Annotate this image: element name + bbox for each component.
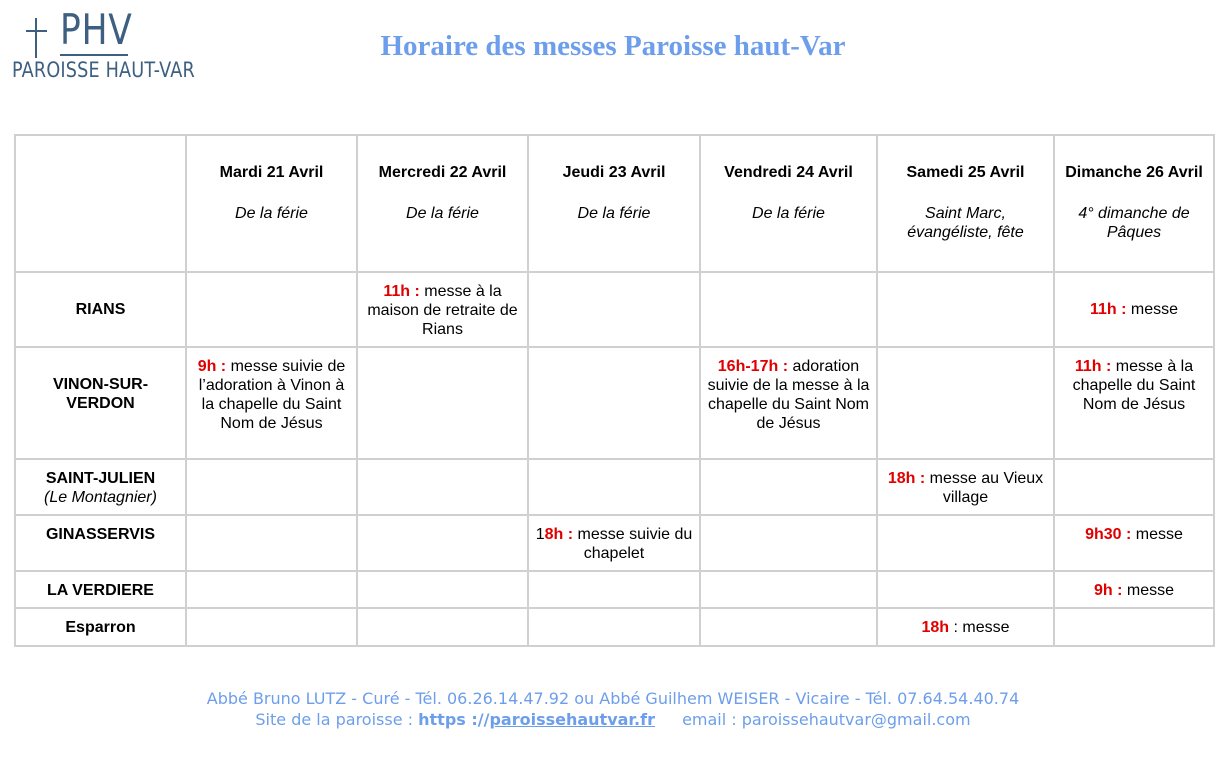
table-row [15, 608, 1214, 646]
location-detail: (Le Montagnier) [44, 489, 157, 506]
mass-time: 9h : [197, 358, 227, 375]
schedule-cell [186, 272, 357, 347]
day-header [186, 135, 357, 272]
table-row [15, 515, 1214, 571]
schedule-cell [877, 272, 1054, 347]
schedule-cell [1054, 459, 1214, 515]
mass-description: messe [1126, 582, 1175, 599]
day-name: Jeudi 23 Avril [562, 164, 666, 181]
schedule-cell [877, 515, 1054, 571]
schedule-cell [528, 515, 700, 571]
schedule-cell [1054, 347, 1214, 459]
header-row [15, 135, 1214, 272]
contact-line: Abbé Bruno LUTZ - Curé - Tél. 06.26.14.47.92 ou Abbé Guilhem WEISER - Vicaire - Tél. 07.64.54.40.74 [206, 689, 1020, 708]
location-name: GINASSERVIS [45, 526, 156, 543]
day-feast: Saint Marc, évangéliste, fête [907, 205, 1024, 241]
day-header [357, 135, 528, 272]
schedule-cell [877, 571, 1054, 608]
day-header [700, 135, 877, 272]
schedule-cell [357, 608, 528, 646]
mass-time: 9h30 : [1085, 526, 1132, 543]
day-name: Dimanche 26 Avril [1065, 164, 1203, 181]
schedule-cell [528, 459, 700, 515]
day-header [877, 135, 1054, 272]
mass-description: : messe [953, 619, 1010, 636]
mass-time: 16h-17h : [717, 358, 789, 375]
mass-schedule-table [14, 134, 1215, 647]
mass-description: messe suivie de l’adoration à Vinon à la chapelle du Saint Nom de Jésus [198, 358, 346, 432]
schedule-cell [357, 459, 528, 515]
location-cell [15, 459, 186, 515]
table-row [15, 571, 1214, 608]
schedule-cell [1054, 272, 1214, 347]
table-row [15, 347, 1214, 459]
mass-description: messe à la chapelle du Saint Nom de Jésus [1072, 358, 1196, 413]
schedule-cell [186, 515, 357, 571]
day-feast: 4° dimanche de Pâques [1078, 205, 1190, 241]
email-text: email : paroissehautvar@gmail.com [682, 710, 971, 729]
mass-description: messe [1130, 301, 1179, 318]
schedule-cell [357, 571, 528, 608]
schedule-cell [528, 571, 700, 608]
day-name: Vendredi 24 Avril [724, 164, 853, 181]
schedule-cell [1054, 571, 1214, 608]
location-cell [15, 272, 186, 347]
corner-cell [15, 135, 186, 272]
website-link[interactable]: paroissehautvar.fr [489, 710, 655, 729]
site-scheme: https :// [418, 710, 490, 729]
mass-time: 11h : [1074, 358, 1112, 375]
schedule-cell [877, 459, 1054, 515]
day-name: Samedi 25 Avril [906, 164, 1025, 181]
schedule-cell [700, 608, 877, 646]
logo-mark: PHV [60, 5, 133, 54]
schedule-cell [700, 272, 877, 347]
mass-time: 11h : [383, 283, 420, 300]
day-header [1054, 135, 1214, 272]
mass-description: messe [1135, 526, 1183, 543]
day-feast: De la férie [577, 205, 651, 222]
schedule-cell [700, 515, 877, 571]
schedule-cell [357, 272, 528, 347]
table-row [15, 459, 1214, 515]
schedule-cell [877, 608, 1054, 646]
schedule-cell [1054, 515, 1214, 571]
location-cell [15, 608, 186, 646]
mass-time: 8h : [544, 526, 574, 543]
schedule-cell [186, 608, 357, 646]
day-feast: De la férie [235, 205, 308, 222]
mass-description: adoration suivie de la messe à la chapelle du Saint Nom de Jésus [707, 358, 870, 432]
mass-time: 18h [921, 619, 950, 636]
logo-name: PAROISSE HAUT-VAR [12, 58, 195, 82]
schedule-cell [877, 347, 1054, 459]
mass-description: messe à la maison de retraite de Rians [367, 283, 518, 338]
day-feast: De la férie [752, 205, 825, 222]
day-name: Mercredi 22 Avril [378, 164, 507, 181]
mass-description: messe au Vieux village [929, 470, 1044, 506]
website-line [0, 709, 1226, 730]
time-prefix: 1 [535, 526, 545, 543]
location-name: Esparron [65, 619, 136, 636]
page-title: Horaire des messes Paroisse haut-Var [380, 30, 846, 62]
schedule-cell [1054, 608, 1214, 646]
day-name: Mardi 21 Avril [219, 164, 324, 181]
mass-time: 9h : [1093, 582, 1123, 599]
mass-description: messe suivie du chapelet [577, 526, 693, 562]
mass-time: 11h : [1089, 301, 1127, 318]
schedule-cell [357, 515, 528, 571]
schedule-cell [700, 459, 877, 515]
day-header [528, 135, 700, 272]
table-row [15, 272, 1214, 347]
schedule-cell [186, 347, 357, 459]
site-label: Site de la paroisse : [255, 710, 414, 729]
schedule-cell [528, 272, 700, 347]
location-cell [15, 571, 186, 608]
location-name: SAINT-JULIEN [45, 470, 156, 487]
location-cell [15, 515, 186, 571]
schedule-cell [186, 571, 357, 608]
schedule-cell [528, 347, 700, 459]
schedule-cell [700, 571, 877, 608]
schedule-cell [528, 608, 700, 646]
mass-time: 18h : [887, 470, 926, 487]
location-cell [15, 347, 186, 459]
location-name: LA VERDIERE [47, 582, 154, 599]
location-name: VINON-SUR-VERDON [52, 376, 149, 412]
location-name: RIANS [75, 301, 126, 318]
schedule-cell [186, 459, 357, 515]
schedule-cell [700, 347, 877, 459]
schedule-cell [357, 347, 528, 459]
day-feast: De la férie [406, 205, 479, 222]
